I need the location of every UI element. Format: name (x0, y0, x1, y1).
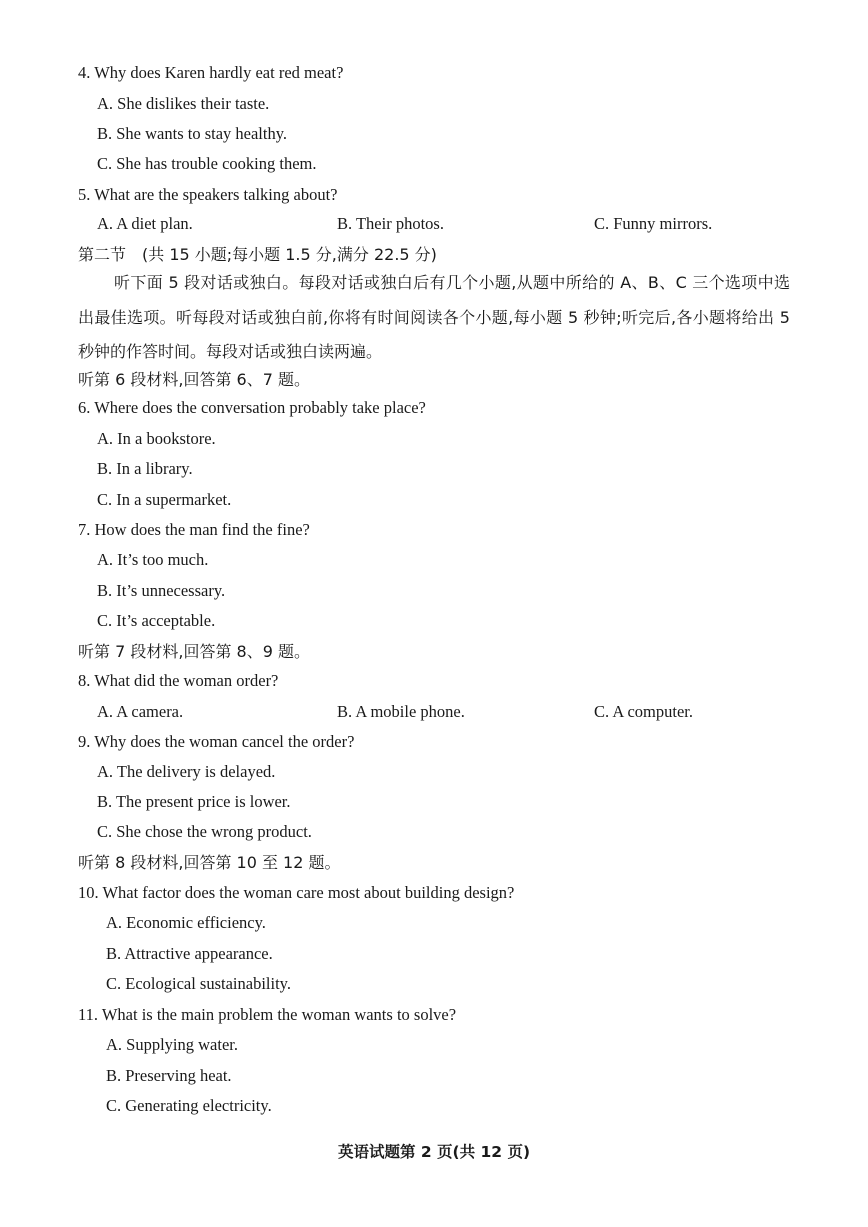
question-6-option-b: B. In a library. (97, 459, 193, 478)
material-6-heading: 听第 6 段材料,回答第 6、7 题。 (78, 370, 310, 389)
question-9-option-b: B. The present price is lower. (97, 792, 291, 811)
question-9-stem: 9. Why does the woman cancel the order? (78, 732, 355, 751)
question-5-option-c: C. Funny mirrors. (594, 214, 713, 233)
question-9-option-c: C. She chose the wrong product. (97, 822, 312, 841)
question-5-option-b: B. Their photos. (337, 214, 444, 233)
question-8-stem: 8. What did the woman order? (78, 671, 279, 690)
question-8-option-a: A. A camera. (97, 702, 184, 721)
question-6-option-a: A. In a bookstore. (97, 429, 216, 448)
question-11-option-a: A. Supplying water. (106, 1035, 238, 1054)
question-5-option-a: A. A diet plan. (97, 214, 193, 233)
question-11-stem: 11. What is the main problem the woman wants to solve? (78, 1005, 457, 1024)
question-6-option-c: C. In a supermarket. (97, 490, 232, 509)
material-7-heading: 听第 7 段材料,回答第 8、9 题。 (78, 642, 310, 661)
question-7-option-a: A. It’s too much. (97, 550, 209, 569)
question-11-option-c: C. Generating electricity. (106, 1096, 272, 1115)
question-8-option-b: B. A mobile phone. (337, 702, 465, 721)
question-5-stem: 5. What are the speakers talking about? (78, 185, 338, 204)
question-4-option-b: B. She wants to stay healthy. (97, 124, 288, 143)
question-10-option-a: A. Economic efficiency. (106, 913, 266, 932)
question-7-stem: 7. How does the man find the fine? (78, 520, 310, 539)
question-6-stem: 6. Where does the conversation probably take place? (78, 398, 426, 417)
question-4-option-a: A. She dislikes their taste. (97, 94, 270, 113)
question-11-option-b: B. Preserving heat. (106, 1066, 232, 1085)
question-4-option-c: C. She has trouble cooking them. (97, 154, 317, 173)
material-8-heading: 听第 8 段材料,回答第 10 至 12 题。 (78, 853, 341, 872)
question-4-stem: 4. Why does Karen hardly eat red meat? (78, 63, 344, 82)
question-7-option-c: C. It’s acceptable. (97, 611, 216, 630)
section-2-instructions: 听下面 5 段对话或独白。每段对话或独白后有几个小题,从题中所给的 A、B、C 三个选项中选出最佳选项。听每段对话或独白前,你将有时间阅读各个小题,每小题 5 秒钟;听完后,各小题将给出 5 秒钟的作答时间。每段对话或独白读两遍。 (78, 273, 790, 361)
page-footer: 英语试题第 2 页(共 12 页) (337, 1143, 531, 1161)
question-10-option-b: B. Attractive appearance. (106, 944, 273, 963)
question-8-option-c: C. A computer. (594, 702, 693, 721)
section-2-heading: 第二节 (共 15 小题;每小题 1.5 分,满分 22.5 分) (78, 245, 437, 264)
question-7-option-b: B. It’s unnecessary. (97, 581, 226, 600)
question-10-stem: 10. What factor does the woman care most about building design? (78, 883, 515, 902)
question-9-option-a: A. The delivery is delayed. (97, 762, 276, 781)
question-10-option-c: C. Ecological sustainability. (106, 974, 291, 993)
